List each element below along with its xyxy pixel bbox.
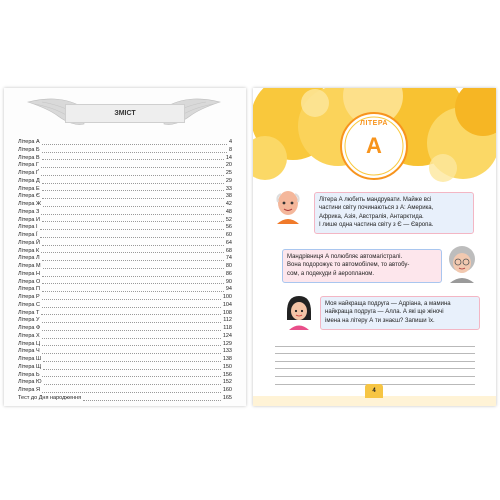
contents-item: [18, 325, 232, 333]
contents-item: [18, 317, 232, 325]
contents-item-page: 8: [228, 146, 232, 153]
contents-item-page: 14: [225, 154, 232, 161]
contents-item: [18, 170, 232, 178]
contents-item-title: Літера С: [18, 301, 40, 308]
contents-title: ЗМІСТ: [65, 104, 185, 123]
contents-item-page: 52: [225, 216, 232, 223]
contents-item-page: 165: [222, 394, 232, 401]
leader-dots: [43, 268, 224, 269]
contents-item-page: 80: [225, 263, 232, 269]
contents-item-title: Літера Л: [18, 255, 40, 262]
contents-item-title: Літера Ф: [18, 325, 41, 331]
speech-bubble-1: [314, 192, 474, 234]
contents-item-title: Літера Н: [18, 270, 40, 277]
contents-item-page: 160: [222, 387, 232, 393]
contents-item: [18, 217, 232, 225]
leader-dots: [43, 206, 224, 207]
contents-item-page: 104: [222, 301, 232, 308]
leader-dots: [42, 345, 221, 346]
leader-dots: [40, 237, 224, 238]
contents-item-page: 42: [225, 201, 232, 207]
girl-face-icon: [283, 294, 315, 330]
contents-item-title: Літера П: [18, 286, 40, 293]
leader-dots: [83, 400, 221, 401]
contents-item-page: 112: [223, 317, 232, 324]
contents-item-page: 25: [225, 170, 232, 176]
contents-item-page: 124: [222, 332, 232, 339]
contents-item-title: Літера Г: [18, 162, 39, 169]
contents-item: [18, 186, 232, 194]
contents-item-page: 156: [222, 371, 232, 378]
leader-dots: [41, 214, 224, 215]
contents-item: [18, 341, 232, 349]
contents-item: [18, 232, 232, 240]
leader-dots: [42, 260, 224, 261]
leader-dots: [42, 307, 221, 308]
contents-item: [18, 364, 232, 372]
contents-item-title: Літера Ю: [18, 379, 42, 386]
contents-item-title: Літера А: [18, 139, 40, 145]
contents-item-page: 118: [223, 325, 232, 331]
contents-item-title: Літера К: [18, 247, 40, 254]
contents-item-page: 68: [225, 247, 232, 254]
contents-item-title: Літера Ч: [18, 348, 40, 355]
leader-dots: [42, 376, 221, 377]
contents-item-title: Літера В: [18, 154, 40, 161]
leader-dots: [42, 283, 224, 284]
grandpa-face-icon: [273, 188, 303, 224]
leader-dots: [42, 198, 224, 199]
contents-item: [18, 162, 232, 170]
leader-dots: [42, 276, 224, 277]
contents-item-page: 138: [222, 356, 232, 362]
leader-dots: [42, 322, 222, 323]
writing-line[interactable]: [275, 347, 475, 355]
contents-item: [18, 224, 232, 232]
leader-dots: [42, 159, 224, 160]
grandma-face-icon: [445, 245, 479, 283]
leader-dots: [42, 152, 227, 153]
contents-item-title: Літера У: [18, 317, 40, 324]
contents-item-title: Літера Ґ: [18, 170, 39, 176]
leader-dots: [41, 175, 224, 176]
bubble-3-line: Моя найкраща подруга — Адріана, а мамина: [325, 301, 451, 307]
contents-item: [18, 286, 232, 294]
leader-dots: [42, 190, 224, 191]
writing-line[interactable]: [275, 354, 475, 362]
contents-item-page: 94: [225, 286, 232, 293]
writing-line[interactable]: [275, 339, 475, 347]
leader-dots: [44, 384, 221, 385]
contents-item-page: 133: [222, 348, 232, 355]
contents-item: [18, 201, 232, 209]
contents-item-title: Літера И: [18, 216, 40, 223]
leader-dots: [40, 229, 224, 230]
contents-item-title: Літера З: [18, 208, 40, 215]
writing-lines[interactable]: [275, 339, 475, 385]
writing-line[interactable]: [275, 362, 475, 370]
contents-item-page: 90: [225, 278, 232, 285]
leader-dots: [42, 221, 224, 222]
leader-dots: [41, 314, 220, 315]
contents-item: [18, 255, 232, 263]
contents-item-page: 48: [225, 208, 232, 215]
contents-item-title: Літера Х: [18, 332, 40, 339]
contents-item-title: Літера Ї: [18, 232, 38, 238]
letter-heading: А: [366, 133, 382, 158]
bubble-3-line: імена на літеру А ти знаєш? Запиши їх.: [325, 317, 435, 324]
leader-dots: [42, 245, 224, 246]
bubble-1-line: Африка, Азія, Австралія, Антарктида.: [319, 213, 424, 220]
bubble-1-line: І лише одна частина світу з Є — Європа.: [319, 222, 434, 229]
contents-item-title: Літера Щ: [18, 363, 42, 370]
writing-line[interactable]: [275, 369, 475, 377]
contents-item: [18, 271, 232, 279]
contents-item-page: 4: [228, 139, 232, 145]
contents-item: [18, 178, 232, 186]
contents-item-page: 152: [222, 379, 232, 386]
contents-list: [18, 139, 232, 403]
contents-item-page: 64: [225, 239, 232, 246]
contents-item-title: Літера Є: [18, 193, 40, 200]
contents-item: [18, 333, 232, 341]
contents-item-page: 38: [225, 193, 232, 200]
contents-item-title: Літера Я: [18, 387, 40, 393]
contents-item: [18, 302, 232, 310]
leader-dots: [42, 299, 221, 300]
lesson-page: [253, 88, 496, 406]
speech-bubble-3: [320, 296, 480, 330]
contents-item: [18, 139, 232, 147]
leader-dots: [41, 252, 224, 253]
bubble-2-line: Мандрівниця А полюбляє автомагістралі.: [287, 254, 403, 260]
contents-item-title: Літера М: [18, 263, 41, 269]
leader-dots: [43, 361, 221, 362]
contents-item: [18, 279, 232, 287]
contents-item: [18, 348, 232, 356]
contents-item-title: Літера Р: [18, 294, 40, 300]
contents-item-page: 100: [222, 294, 232, 300]
contents-item-title: Літера Б: [18, 146, 40, 153]
contents-item-page: 20: [225, 162, 232, 169]
leader-dots: [42, 291, 224, 292]
leader-dots: [42, 144, 227, 145]
speech-bubble-2: [282, 249, 442, 283]
contents-item: [18, 193, 232, 201]
contents-item-page: 150: [222, 363, 232, 370]
leader-dots: [42, 330, 221, 331]
contents-item: [18, 395, 232, 403]
contents-item-page: 29: [225, 177, 232, 184]
contents-item-page: 86: [225, 270, 232, 277]
contents-item-page: 74: [225, 255, 232, 262]
contents-item-page: 33: [225, 185, 232, 192]
bubble-1-line: частини світу починаються з А: Америка,: [319, 205, 434, 212]
bubble-3-line: найкраща подруга — Алла. А які ще жіночі: [325, 309, 444, 316]
contents-item-title: Літера Ж: [18, 201, 42, 207]
contents-item: [18, 240, 232, 248]
contents-item: [18, 263, 232, 271]
contents-item: [18, 310, 232, 318]
contents-item-title: Літера Ь: [18, 371, 40, 378]
leader-dots: [42, 338, 221, 339]
leader-dots: [43, 369, 221, 370]
contents-item-page: 108: [222, 309, 232, 316]
contents-item: [18, 147, 232, 155]
contents-item-title: Літера О: [18, 278, 41, 285]
leader-dots: [42, 392, 221, 393]
contents-item: [18, 209, 232, 217]
bubble-2-line: Вона подорожує то автомобілем, то автобу-: [287, 262, 410, 269]
letter-label: ЛІТЕРА: [360, 120, 388, 127]
bubble-2-line: сом, а подекуди й аеропланом.: [287, 270, 375, 277]
contents-item: [18, 387, 232, 395]
contents-item-title: Літера Ш: [18, 356, 42, 362]
contents-item-title: Літера І: [18, 224, 38, 231]
page-number: 4: [365, 384, 383, 398]
contents-item-page: 129: [222, 340, 232, 347]
contents-item-title: Літера Ц: [18, 340, 41, 347]
contents-item-title: Літера Е: [18, 185, 40, 192]
contents-item-page: 56: [225, 224, 232, 231]
contents-item: [18, 372, 232, 380]
contents-item: [18, 294, 232, 302]
leader-dots: [42, 183, 224, 184]
leader-dots: [41, 167, 224, 168]
contents-item-title: Літера Д: [18, 177, 40, 184]
contents-item-page: 60: [225, 232, 232, 238]
contents-item: [18, 379, 232, 387]
contents-item: [18, 155, 232, 163]
contents-item-title: Тест до Дня народження: [18, 394, 82, 401]
contents-page: [4, 88, 246, 406]
bubble-1-line: Літера А любить мандрувати. Майже всі: [319, 197, 432, 203]
contents-item-title: Літера Т: [18, 309, 40, 316]
contents-item: [18, 248, 232, 256]
leader-dots: [42, 353, 221, 354]
contents-item: [18, 356, 232, 364]
contents-item-title: Літера Й: [18, 239, 40, 246]
